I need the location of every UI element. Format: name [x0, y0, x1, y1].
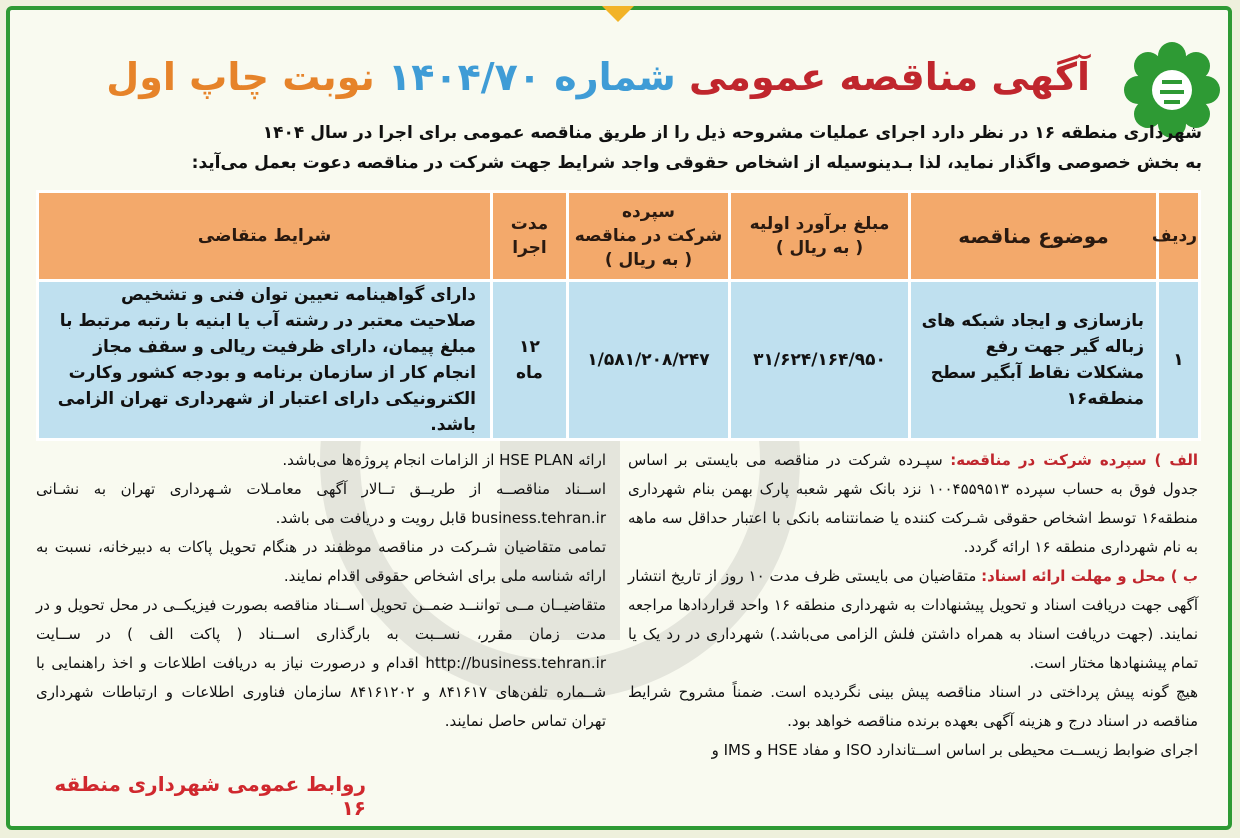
cell-row-number: ۱	[1158, 281, 1200, 440]
intro-text	[122, 118, 1202, 178]
section-b-label: ب ) محل و مهلت ارائه اسناد:	[981, 567, 1198, 585]
title-part-print: نوبت چاپ اول	[106, 55, 375, 99]
right-paragraph-4: اجرای ضوابط زیســت محیطی بر اساس اســتاندارد ISO و مفاد HSE و IMS و	[711, 741, 1198, 759]
section-a-text: سپـرده شرکت در مناقصه می بایستی بر اساس جدول فوق به حساب سپرده ۱۰۰۴۵۵۹۵۱۳ نزد بانک شهر شعبه پارک بهمن بنام شهرداری منطقه۱۶ توسط اشخاص حقوقی شـرکت کننده یا ضمانتنامه بانکی با اعتبار حداقل سه ماهه به نام شهرداری منطقه ۱۶ ارائه گردد.	[628, 451, 1198, 556]
header-duration	[492, 192, 568, 281]
cell-deposit: ۱/۵۸۱/۲۰۸/۲۴۷	[568, 281, 730, 440]
left-paragraph-4: متقاضیــان مــی تواننــد ضمــن تحویل اســناد مناقصه بصورت فیزیکــی در محل تحویل و در مدت زمان مقرر، نســبت به بارگذاری اســناد ( پاکت الف ) در ســایت http://business.tehran.ir اقدام و درصورت نیاز به دریافت اطلاعات و اخذ راهنمایی با شــماره تلفن‌های ۸۴۱۶۱۷ و ۸۴۱۶۱۲۰۲ سازمان فناوری اطلاعات و ارتباطات شهرداری تهران تماس حاصل نمایند.	[36, 596, 607, 730]
header-duration-line2: اجرا	[512, 238, 547, 258]
intro-line-1	[122, 118, 1202, 148]
left-paragraph-1: ارائه HSE PLAN از الزامات انجام پروژه‌ها می‌باشد.	[282, 451, 606, 469]
cell-subject: بازسازی و ایجاد شبکه های زباله گیر جهت رفع مشکلات نقاط آبگیر سطح منطقه۱۶	[910, 281, 1158, 440]
signature: روابط عمومی شهرداری منطقه ۱۶	[54, 772, 366, 820]
intro-municipality: شهرداری منطقه ۱۶	[1034, 123, 1202, 143]
right-column	[628, 446, 1198, 765]
intro-line-2: به بخش خصوصی واگذار نماید، لذا بـدینوسیله از اشخاص حقوقی واجد شرایط جهت شرکت در مناقصه دعوت بعمل می‌آید:	[191, 153, 1202, 173]
header-subject: موضوع مناقصه	[910, 192, 1158, 281]
left-column	[36, 446, 606, 736]
header-estimate	[730, 192, 910, 281]
header-row-number: ردیف	[1158, 192, 1200, 281]
notice-body	[36, 446, 1198, 816]
cell-duration	[492, 281, 568, 440]
cell-conditions: دارای گواهینامه تعیین توان فنی و تشخیص صلاحیت معتبر در رشته آب یا ابنیه با رتبه مرتبط با مبلغ پیمان، دارای ظرفیت ریالی و سقف مجاز انجام کار از سازمان برنامه و بودجه کشور وکارت الکترونیکی دارای اعتبار از شهرداری تهران الزامی باشد.	[38, 281, 492, 440]
left-paragraph-2: اســناد مناقصــه از طریــق تــالار آگهی معامـلات شـهرداری تهران به نشـانی business.tehran.ir قابل رویت و دریافت می باشد.	[36, 480, 606, 527]
header-deposit	[568, 192, 730, 281]
title-part-tender: آگهی مناقصه عمومی	[688, 55, 1090, 99]
table-header-row	[38, 192, 1200, 281]
left-paragraph-3: تمامی متقاضیان شـرکت در مناقصه موظفند در هنگام تحویل پاکات به دبیرخانه، نسبت به ارائه شناسه ملی برای اشخاص حقوقی اقدام نمایند.	[36, 538, 606, 585]
table-row	[38, 281, 1200, 440]
intro-line-1-rest: در نظر دارد اجرای عملیات مشروحه ذیل را از طریق مناقصه عمومی برای اجرا در سال ۱۴۰۴	[262, 123, 1035, 143]
section-a-label: الف ) سپرده شرکت در مناقصه:	[950, 451, 1199, 469]
header-estimate-line2: ( به ریال )	[775, 238, 864, 258]
section-a	[628, 446, 1198, 562]
section-b	[628, 562, 1198, 678]
top-notch-marker	[602, 6, 634, 22]
header-deposit-line1: سپرده	[622, 202, 675, 222]
cell-estimate: ۳۱/۶۲۴/۱۶۴/۹۵۰	[730, 281, 910, 440]
header-deposit-line2: شرکت در مناقصه	[574, 226, 723, 246]
header-duration-line1: مدت	[510, 214, 549, 234]
header-deposit-line3: ( به ریال )	[604, 250, 693, 270]
right-paragraph-3: هیچ گونه پیش پرداختی در اسناد مناقصه پیش بینی نگردیده است. ضمناً مشروح شرایط مناقصه در اسناد درج و هزینه آگهی بعهده برنده مناقصه خواهد بود.	[628, 683, 1198, 730]
cell-duration-unit: ماه	[516, 363, 543, 383]
cell-duration-number: ۱۲	[519, 337, 540, 357]
header-conditions: شرایط متقاضی	[38, 192, 492, 281]
title-part-number: شماره ۱۴۰۴/۷۰	[388, 55, 676, 99]
page-title	[106, 42, 1090, 112]
header-estimate-line1: مبلغ برآورد اولیه	[749, 214, 890, 234]
tender-table	[36, 190, 1201, 441]
section-b-text: متقاضیان می بایستی ظرف مدت ۱۰ روز از تاریخ انتشار آگهی جهت دریافت اسناد و تحویل پیشنهادات به شهرداری منطقه ۱۶ واحد قراردادها مراجعه نمایند. (جهت دریافت اسناد به همراه داشتن فلش الزامی می‌باشد.) شهرداری در رد یک یا تمام پیشنهادها مختار است.	[628, 567, 1198, 672]
